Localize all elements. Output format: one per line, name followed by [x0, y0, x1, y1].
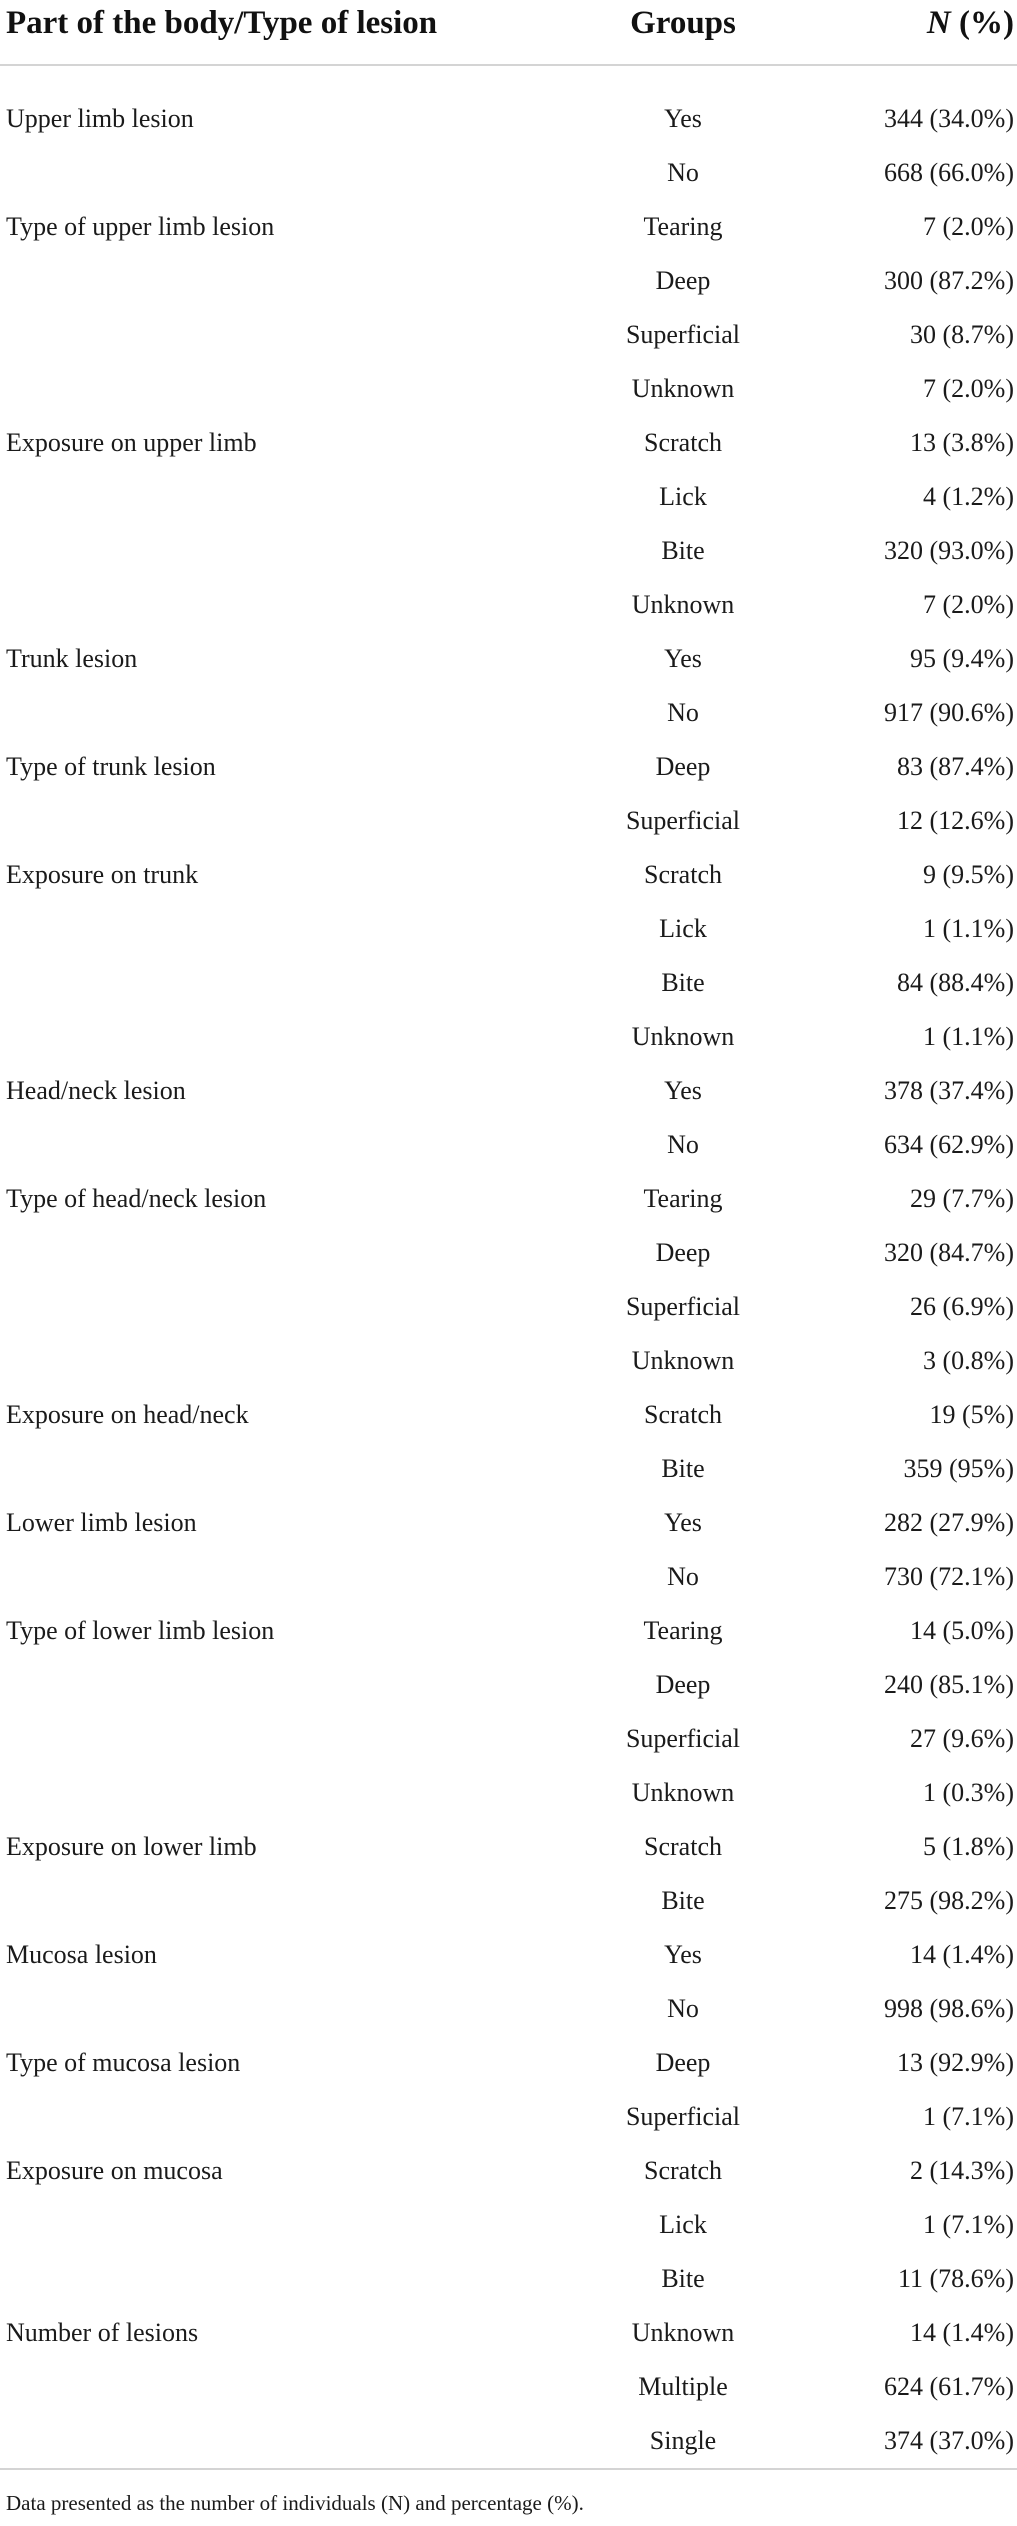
table-row [0, 200, 1017, 254]
cell-group: Scratch [644, 1832, 722, 1861]
cell-n-percent: 240 (85.1%) [884, 1670, 1014, 1699]
cell-group: Scratch [644, 860, 722, 889]
header-n-percent [927, 0, 1014, 46]
cell-n-percent: 7 (2.0%) [923, 590, 1014, 619]
table-row [0, 2360, 1017, 2414]
table-row [0, 1874, 1017, 1928]
cell-part-of-body: Exposure on lower limb [6, 1832, 257, 1861]
cell-group: Yes [664, 1076, 702, 1105]
table-row [0, 1496, 1017, 1550]
cell-part-of-body: Exposure on mucosa [6, 2156, 223, 2185]
cell-n-percent: 359 (95%) [903, 1454, 1014, 1483]
table-bottom-rule [0, 2468, 1017, 2470]
cell-group: Bite [661, 968, 705, 997]
table-row [0, 578, 1017, 632]
cell-group: Scratch [644, 2156, 722, 2185]
table-row [0, 470, 1017, 524]
table-row [0, 794, 1017, 848]
cell-n-percent: 1 (7.1%) [923, 2102, 1014, 2131]
cell-group: Tearing [643, 1616, 723, 1645]
cell-n-percent: 3 (0.8%) [923, 1346, 1014, 1375]
cell-n-percent: 4 (1.2%) [923, 482, 1014, 511]
cell-n-percent: 320 (93.0%) [884, 536, 1014, 565]
table-row [0, 2144, 1017, 2198]
cell-group: No [667, 1994, 699, 2023]
table-row [0, 362, 1017, 416]
cell-n-percent: 1 (1.1%) [923, 1022, 1014, 1051]
cell-n-percent: 27 (9.6%) [910, 1724, 1014, 1753]
cell-n-percent: 320 (84.7%) [884, 1238, 1014, 1267]
cell-part-of-body: Lower limb lesion [6, 1508, 197, 1537]
cell-group: Deep [655, 266, 711, 295]
table-row [0, 416, 1017, 470]
cell-n-percent: 9 (9.5%) [923, 860, 1014, 889]
table-row [0, 2414, 1017, 2468]
table-row [0, 308, 1017, 362]
cell-group: Superficial [625, 1724, 741, 1753]
header-n-symbol: N [926, 5, 951, 41]
cell-part-of-body: Mucosa lesion [6, 1940, 157, 1969]
cell-n-percent: 12 (12.6%) [897, 806, 1014, 835]
table-row [0, 902, 1017, 956]
cell-group: Unknown [631, 374, 735, 403]
cell-group: Scratch [644, 1400, 722, 1429]
header-part-of-body: Part of the body/Type of lesion [6, 5, 438, 41]
cell-group: Bite [661, 536, 705, 565]
cell-n-percent: 998 (98.6%) [884, 1994, 1014, 2023]
cell-n-percent: 634 (62.9%) [884, 1130, 1014, 1159]
cell-n-percent: 13 (92.9%) [897, 2048, 1014, 2077]
cell-n-percent: 344 (34.0%) [884, 104, 1014, 133]
cell-group: Unknown [631, 1778, 735, 1807]
table-row [0, 632, 1017, 686]
table-row [0, 1064, 1017, 1118]
table-row [0, 1820, 1017, 1874]
cell-group: Yes [664, 1508, 702, 1537]
cell-group: Lick [659, 482, 707, 511]
table-header [0, 0, 1017, 66]
cell-group: Superficial [625, 806, 741, 835]
cell-part-of-body: Type of head/neck lesion [6, 1184, 267, 1213]
table-row [0, 1982, 1017, 2036]
cell-part-of-body: Exposure on trunk [6, 860, 199, 889]
cell-group: Tearing [643, 1184, 723, 1213]
cell-group: Deep [655, 752, 711, 781]
cell-part-of-body: Type of lower limb lesion [6, 1616, 275, 1645]
cell-group: Lick [659, 2210, 707, 2239]
cell-group: Deep [655, 2048, 711, 2077]
cell-n-percent: 378 (37.4%) [884, 1076, 1014, 1105]
cell-group: Superficial [625, 1292, 741, 1321]
cell-group: No [667, 158, 699, 187]
table-row [0, 1928, 1017, 1982]
cell-part-of-body: Type of mucosa lesion [6, 2048, 241, 2077]
cell-group: Multiple [638, 2372, 728, 2401]
table-row [0, 146, 1017, 200]
cell-group: Yes [664, 644, 702, 673]
table-row [0, 1766, 1017, 1820]
cell-n-percent: 26 (6.9%) [910, 1292, 1014, 1321]
cell-group: Bite [661, 1454, 705, 1483]
cell-group: Yes [664, 1940, 702, 1969]
cell-part-of-body: Number of lesions [6, 2318, 199, 2347]
table-row [0, 1658, 1017, 1712]
cell-n-percent: 83 (87.4%) [897, 752, 1014, 781]
cell-group: Bite [661, 1886, 705, 1915]
table-row [0, 524, 1017, 578]
cell-n-percent: 668 (66.0%) [884, 158, 1014, 187]
cell-group: Unknown [631, 590, 735, 619]
cell-n-percent: 11 (78.6%) [897, 2264, 1014, 2293]
table-row [0, 1226, 1017, 1280]
cell-n-percent: 917 (90.6%) [884, 698, 1014, 727]
table-row [0, 1280, 1017, 1334]
table-body [0, 66, 1017, 2468]
cell-n-percent: 624 (61.7%) [884, 2372, 1014, 2401]
table-row [0, 2252, 1017, 2306]
cell-group: Superficial [625, 320, 741, 349]
cell-n-percent: 1 (0.3%) [923, 1778, 1014, 1807]
table-row [0, 2198, 1017, 2252]
table-row [0, 1334, 1017, 1388]
cell-part-of-body: Exposure on upper limb [6, 428, 257, 457]
cell-group: Tearing [643, 212, 723, 241]
table-row [0, 956, 1017, 1010]
cell-group: Unknown [631, 2318, 735, 2347]
table-row [0, 2036, 1017, 2090]
table-row [0, 1712, 1017, 1766]
table-row [0, 2090, 1017, 2144]
cell-part-of-body: Exposure on head/neck [6, 1400, 249, 1429]
cell-n-percent: 730 (72.1%) [884, 1562, 1014, 1591]
cell-group: Yes [664, 104, 702, 133]
header-n-unit: (%) [950, 5, 1014, 41]
cell-n-percent: 7 (2.0%) [923, 374, 1014, 403]
table-row [0, 254, 1017, 308]
cell-group: Superficial [625, 2102, 741, 2131]
table-row [0, 740, 1017, 794]
cell-group: Single [649, 2426, 717, 2455]
cell-group: No [667, 698, 699, 727]
cell-n-percent: 275 (98.2%) [884, 1886, 1014, 1915]
table-row [0, 1550, 1017, 1604]
cell-group: No [667, 1130, 699, 1159]
table-row [0, 1604, 1017, 1658]
cell-n-percent: 374 (37.0%) [884, 2426, 1014, 2455]
cell-n-percent: 1 (1.1%) [923, 914, 1014, 943]
cell-part-of-body: Head/neck lesion [6, 1076, 186, 1105]
cell-n-percent: 84 (88.4%) [897, 968, 1014, 997]
table-row [0, 848, 1017, 902]
cell-n-percent: 14 (1.4%) [910, 1940, 1014, 1969]
cell-group: No [667, 1562, 699, 1591]
cell-group: Lick [659, 914, 707, 943]
cell-group: Deep [655, 1670, 711, 1699]
cell-n-percent: 30 (8.7%) [910, 320, 1014, 349]
cell-n-percent: 19 (5%) [929, 1400, 1014, 1429]
table-row [0, 1388, 1017, 1442]
table-row [0, 1010, 1017, 1064]
cell-n-percent: 29 (7.7%) [910, 1184, 1014, 1213]
cell-n-percent: 14 (1.4%) [910, 2318, 1014, 2347]
cell-group: Unknown [631, 1022, 735, 1051]
table-row [0, 1118, 1017, 1172]
table-row [0, 686, 1017, 740]
cell-n-percent: 1 (7.1%) [923, 2210, 1014, 2239]
cell-group: Unknown [631, 1346, 735, 1375]
table-footnote: Data presented as the number of individuals (N) and percentage (%). [6, 2491, 584, 2515]
cell-group: Deep [655, 1238, 711, 1267]
cell-n-percent: 282 (27.9%) [884, 1508, 1014, 1537]
table-row [0, 2306, 1017, 2360]
table-row [0, 1442, 1017, 1496]
cell-part-of-body: Type of trunk lesion [6, 752, 216, 781]
cell-n-percent: 95 (9.4%) [910, 644, 1014, 673]
cell-n-percent: 2 (14.3%) [910, 2156, 1014, 2185]
cell-part-of-body: Trunk lesion [6, 644, 138, 673]
cell-n-percent: 5 (1.8%) [923, 1832, 1014, 1861]
header-groups: Groups [630, 5, 736, 41]
cell-group: Scratch [644, 428, 722, 457]
table-row [0, 1172, 1017, 1226]
cell-part-of-body: Type of upper limb lesion [6, 212, 275, 241]
cell-n-percent: 14 (5.0%) [910, 1616, 1014, 1645]
table-row [0, 92, 1017, 146]
cell-n-percent: 7 (2.0%) [923, 212, 1014, 241]
cell-part-of-body: Upper limb lesion [6, 104, 194, 133]
cell-n-percent: 13 (3.8%) [910, 428, 1014, 457]
cell-n-percent: 300 (87.2%) [884, 266, 1014, 295]
cell-group: Bite [661, 2264, 705, 2293]
